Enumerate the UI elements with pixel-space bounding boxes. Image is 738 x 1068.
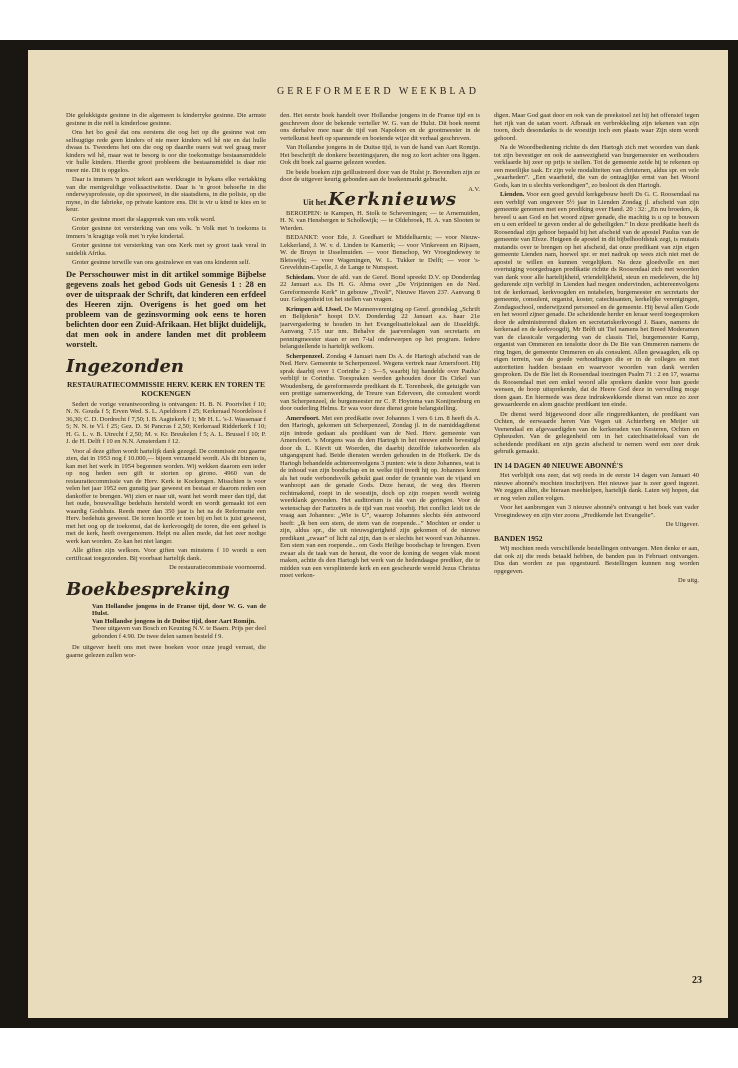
kerknieuws-script-title: Kerknieuws bbox=[328, 189, 458, 210]
intro-paragraph: Groter gesinne terwille van ons gesinslewe en van ons kinderen self. bbox=[72, 259, 251, 266]
ingezonden-subheading: RESTAURATIECOMMISSIE HERV. KERK EN TOREN TE KOCKENGEN bbox=[66, 379, 266, 398]
abonnes-paragraph: Het verblijdt ons zeer, dat wij reeds in de eerste 14 dagen van Januari 40 nieuwe abonné's mochten inschrijven. Het nieuwe jaar is zeer goed ingezet. We zeggen allen, die hieraan meehielpen, hartelijk dank. Laten wij hopen, dat er nog velen zullen volgen. bbox=[494, 472, 699, 502]
news-item-place: Krimpen a/d. IJssel. bbox=[286, 305, 343, 313]
intro-paragraph: Die gelukkigste gesinne in die algemeen is kinderryke gesinne. Die armste gesinne in die reël is kinderlose gesinne. bbox=[66, 112, 266, 127]
banden-signature: De uitg. bbox=[678, 577, 699, 584]
news-item bbox=[494, 411, 699, 456]
news-item bbox=[280, 415, 480, 580]
book-review-paragraph: den. Het eerste boek handelt over Hollandse jongens in de Franse tijd en is geschreven door de bekende verteller W. G. van de Hulst. Dit boek neemt ons derhalve mee naar de tijd van Napoleon en de grootmeester in de vertelkunst heeft op spannende en boeiende wijze dit verhaal geschreven. bbox=[280, 112, 480, 142]
column-3 bbox=[494, 112, 699, 992]
column-1 bbox=[66, 112, 266, 992]
news-item-text: Zondag 4 Januari nam Ds A. de Hartogh afscheid van de Ned. Herv. Gemeente te Scherpenzeel. Wegens vertrek naar Amersfoort. Hij sprak daarbij over 1 Corinthe 2 : 3—5, waarbij hij handelde over Paulus' verblijf te Corinthe. Toespraken werden gehouden door Ds Cirkel van Woudenberg, de gereformeerde predikant ds E. Torenbeek, die getuigde van een prettige samenwerking, de Treure van Ederveen, die consulent wordt van Scherpenzeel, de burgemeester mr C. P. Hoytema van Konijnenburg en door ouderling Helms. Er was voor deze dienst grote belangstelling. bbox=[280, 352, 480, 412]
book-title: Van Hollandse jongens in de Franse tijd, door W. G. van de Hulst. bbox=[92, 602, 266, 617]
news-item-text: Voor een goed gevuld kerkgebouw heeft Ds G. C. Roosendaal na een verblijf van ongeveer 5½ jaar in Lienden Zondag jl. afscheid van zijn gemeente genomen met een prediking over Hand. 20 : 32: „En nu broeders, ik beveel u aan God en het woord zijner genade, die machtig is u op te bouwen en u een erfdeel te geven onder al de geheiligden.” In deze predikatie heeft ds Roosendaal zijn gehoor bepaald bij het afscheid van de apostel Paulus van de gemeente van Efeze. Hetgeen de apostel in dit bijbelhoofdstuk zegt, is mutatis mutandis over te brengen op het afscheid, dat onze predikant van zijn eigen gemeente Lienden nam, hoewel spr. er met nadruk op wees zich niet met de apostel te willen en kunnen vergelijken. Na deze gloedvolle en met overtuiging voorgedragen predikatie richtte ds Roosendaal zich met woorden van dank voor alle hartelijkheid, vriendelijkheid, steun en medeleven, die hij gedurende zijn verblijf in Lienden had mogen ondervinden, achtereenvolgens tot de kerkeraad, kerkvoogden en notabelen, burgemeester en secretaris der gemeente, consulent, organist, koster, catechisanten, kerkelijke verenigingen, Zondagsschool, onderwijzend personeel en de gemeente. Hij beval allen Gode en het woord zijner genade. De scheidende herder en leraar werd toegesproken door de administrerend diaken en secretariskerkvoogd J. Baars, namens de kerkeraad en de kerkvoogdij, Mr Brêft uit Tiel namens het Breed Moderamen van de classicale vergadering van de classis Tiel, burgemeester Kamp, organist van Ommeren en tenslotte door ds De Bie van Ommeren namens de ring Ingen, de gemeente Ommeren en als consulent. Allen gewaagden, elk op eigen terrein, van de goede verhoudingen die er in de colleges en met autoriteiten hadden bestaan en waarvoor woorden van dank werden gesproken. Ds de Bie liet ds Roosendaal toezingen Psalm 71 : 2 en 17, waarna ds Roosendaal met een enkel woord alle sprekers dankte voor hun goede wensen, de hoop uitsprekende, dat de Heere God deze in vervulling moge doen gaan. En hiermede was deze indrukwekkende dienst van onze zo zeer gewaardeerde en alom geachte predikant ten einde. bbox=[494, 191, 699, 408]
news-item-place: Amersfoort. bbox=[286, 414, 320, 422]
banden-paragraph: Wij mochten reeds verschillende bestellingen ontvangen. Men denke er aan, dat ook zij die reeds betaald hebben, de banden pas in Februari ontvangen. Dus dan worden ze pas opgestuurd. Bestellingen kunnen nog worden opgegeven. bbox=[494, 545, 699, 575]
intro-paragraph: Ons het bo gesê dat ons eerstens die oog het op die gesinne wat om selfsugtige rede geen kinders of nie meer kinders wil hê nie en dat hulle dwaas is. Tweedens het ons die oog op daardie ouers wat wel graag meer kinders wil hê, maar wat te besorg is oor die toekomstige bestaansmiddele vir hulle kinders. Hierdie groot probleem die bestaansmiddel is daar nie meer nie. Dit is opgelos. bbox=[66, 129, 266, 174]
ingezonden-paragraph: Sedert de vorige verantwoording is ontvangen: H. B. N. Poortvliet f 10; N. N. Gouda f 5; Erven Wed. S. L. Apeldoorn f 25; Kerkeraad Noordeloos f 36,30; C. D. Dordrecht f 7,50; I. B. Aagtekerk f 1; Mr H. L. 's-J. Wassenaar f 5; N. N. te Vl. f 25; Gez. D. St Pancras f 2,50; Kerkeraad Ridderkerk f 10; H. G. L. v. B. Utrecht f 2,50; M. v. Kr. Breukelen f 5; A. L. Brussel f 10; P. J. de H. Delft f 10 en N.N. Amsterdam f 12. bbox=[66, 400, 266, 445]
newspaper-page bbox=[28, 50, 728, 1018]
abonnes-paragraph: Voor het aanbrengen van 3 nieuwe abonné's ontvangt u het boek van vader Vroegindewey en zijn vier zoons „Predikende het Evangelie”. bbox=[494, 504, 699, 519]
ingezonden-paragraph: Voor al deze giften wordt hartelijk dank gezegd. De commissie zou gaarne zien, dat in 1953 nog f 10.000,— bijeen verzameld wordt. Als dit binnen is, kan met het werk in 1954 begonnen worden. Wij wekken daarom een ieder op nog heden een gift te storten op girono. 4960 van de restauratiecommissie van de Herv. Kerk te Kockengen. Misschien is voor velen het jaar 1952 een gunstig jaar geweest en bestaat er daarom reden een dankoffer te brengen. Wij zien er naar uit, want het wordt meer dan tijd, dat het oude, bouwvallige bedehuis hersteld wordt en wordt gemaakt tot een waardig Godshuis. Reeds meer dan 350 jaar is het na de Reformatie een Herv. bedehuis geweest. De toren hoorde er toen bij en het is juist geweest, met het oog op de toekomst, dat de kerkvoogdij de toren, die een geheel is met de kerk, heeft overgenomen. Helpt nu allen mede, dat het zeer nodige werk kan worden. Zo kan het niet langer. bbox=[66, 447, 266, 545]
book-review-signature: A.V. bbox=[468, 185, 480, 193]
book-list bbox=[92, 603, 266, 641]
boek-paragraph: De uitgever heeft ons met twee boeken voor onze jeugd verrast, die gaarne gelezen zullen wor- bbox=[66, 644, 266, 659]
intro-paragraph: Daar is immers 'n groot tekort aan werkkragte in bykans elke vertakking van die menigvuldige volksactiwiteite. Daar is 'n groot behoefte in die onderwysprofessie, op die spoorweë, in die staatsdiens, in die polisie, op die myne, in die fabrieke, op private kantore ens. Dit is vir u kind te kies en te keur. bbox=[66, 176, 266, 213]
intro-paragraph: Groter gesinne moet die slagspreuk van ons volk word. bbox=[72, 215, 216, 223]
news-item bbox=[280, 274, 480, 304]
boekbespreking-heading: Boekbespreking bbox=[66, 578, 230, 600]
news-item-text: Voor de afd. van de Geref. Bond spreekt D.V. op Donderdag 22 Januari a.s. Ds H. G. Abma over „De Vrijzinnigen en de Ned. Gereformeerde Kerk” in gebouw „Tivoli”, Nieuwe Haven 237. Aanvang 8 uur. Gelegenheid tot het stellen van vragen. bbox=[280, 273, 480, 303]
beroepen-paragraph: BEROEPEN: te Kampen, H. Stolk te Scheveningen; — te Arnemuiden, H. N. van Hensbergen te Scholkwijk; — te Oldebroek, H. A. van Slooten te Wierden. bbox=[280, 209, 480, 232]
news-item-text: Met een predikatie over Johannes 1 vers 6 t.m. 8 heeft ds A. den Hartogh, gekomen uit Scherpenzeel, Zondag jl. in de namiddagdienst zijn intrede gedaan als predikant van de Ned. Herv. gemeente van Amersfoort. 's Morgens was ds den Hartogh in het nieuwe ambt bevestigd door ds L. Kievit uit Woerden, die daarbij dezelfde tekstwoorden als uitgangspunt had. Beide diensten werden gehouden in de Hofkerk. De ds Hartogh behandelde achtereenvolgens 3 punten: wie is deze Johannes, wat is de inhoud van zijn boodschap en in welke tijd treedt hij op. Johannes komt als het oude verbondsvolk gebukt gaat onder de tyrannie van de vijand en wanhoopt aan de genade Gods. Deze heraut, de weg des Heeren rechtmakend, roept in de woestijn, doch op zijn roepen wordt weinig weerklank gevonden. Het auditorium is dat van de geringen. Voor de wetenschap der Farizeërs is de tijd van rust voorbij. Het conflict leidt tot de vraag aan Johannes: „Wie is U”, waarop Johannes slechts één antwoord heeft: „Ik ben een stem, de stem van de roepende...” Mochten er onder u zijn, aldus spr., die uit nieuwsgierigheid zijn gekomen of de nieuwe predikant „zwaar” of licht zal zijn, dan is er slechts het woord van Johannes. Een stem van een roepende... om Gods Heilige boodschap te brengen. Even zwaar als de taak van de heraut, die voor de koning de wegen vlak moest maken, achtte ds den Hartogh het werk van de hedendaagse prediker, die te midden van een versplinterde kerk en een gescheurde wereld Jezus Christus moet verkon- bbox=[280, 414, 480, 579]
ingezonden-heading: Ingezonden bbox=[66, 355, 184, 377]
news-item bbox=[494, 191, 699, 409]
running-head: GEREFORMEERD WEEKBLAD bbox=[277, 86, 479, 97]
amersfoort-continuation: Na de Woordbediening richtte ds den Hartogh zich met woorden van dank tot zijn bevestiger en ook de aanwezigheid van burgemeester en wethouders verklaarde hij zeer op prijs te stellen. Tot de gemeente zeide hij te rekenen op een moeilijke taak. Er zijn vele modaliteiten van christenen, aldus spr. en vele „waarheden”. „Een waarheid, die van de ontzaglijke ernst van het Woord Gods, kan in u slechts verkondigen”, zo besloot ds den Hartogh. bbox=[494, 144, 699, 189]
bedankt-paragraph: BEDANKT: voor Ede, J. Goedhart te Middelharnis; — voor Nieuw-Lekkerland, J. W. v. d. Linden te Kamerik; — voor Vinkeveen en Rijssen, W. de Bruyn te IJsselmuiden. — voor Benschop, Wr Vroegindewey te Bleiswijk; — voor Wageningen, W. L. Tukker te Delft; — voor 's-Grevelduin-Capelle, J. de Lange te Nunspeet. bbox=[280, 234, 480, 271]
news-item-place: Lienden. bbox=[500, 191, 525, 198]
news-item bbox=[280, 306, 480, 351]
news-item-text: De Mannenvereniging op Geref. grondslag „Schrift en Belijdenis” hoopt D.V. Donderdag 22 Januari a.s. haar 21e jaarvergadering te houden in het Evangelisatielokaal aan de IJsseldijk. Aanvang 7.15 uur nm. Behalve de jaarverslagen van secretaris en penningmeester staan er een 7-tal onderwerpen op het program. Iedere belangstellende is hartelijk welkom. bbox=[280, 305, 480, 350]
page-number: 23 bbox=[692, 975, 702, 986]
abonnes-signature: De Uitgever. bbox=[665, 521, 699, 528]
banden-heading: BANDEN 1952 bbox=[494, 533, 543, 543]
ingezonden-paragraph: Alle giften zijn welkom. Voor giften van minstens f 10 wordt u een certificaat toegezonden. Bij voorbaat hartelijk dank. bbox=[66, 547, 266, 562]
book-title: Van Hollandse jongens in de Duitse tijd, door Aart Romijn. bbox=[92, 617, 256, 625]
ingezonden-signature: De restauratiecommissie voornoemd. bbox=[169, 564, 266, 571]
news-item-place: Schiedam. bbox=[286, 273, 315, 281]
abonnes-heading: IN 14 DAGEN 40 NIEUWE ABONNÉ'S bbox=[494, 460, 623, 470]
news-item-text: De dienst werd bijgewoond door alle ringpredikanten, de predikant van Ochten, de eerwaarde heren Van Vegen uit Achterberg en Meijer uit Veenendaal en afgevaardigden van de kerkeraden van Kesteren, Ochten en Opheusden. Van de gelegenheid om in het catechisatielokaal van de scheidende predikant en zijn gezin afscheid te nemen werd een zeer druk gebruik gemaakt. bbox=[494, 410, 699, 455]
news-item-place: Scherpenzeel. bbox=[286, 352, 325, 360]
book-review-paragraph: Van Hollandse jongens in de Duitse tijd, is van de hand van Aart Romijn. Het beschrijft de donkere bezettingsjaren, die nog zo kort achter ons liggen. Ook dit boek zal gaarne gelezen worden. bbox=[280, 144, 480, 166]
intro-paragraph: Groter gesinne tot versterking van ons volk. 'n Volk met 'n toekoms is immers 'n kragtige volk met 'n ryke kindertal. bbox=[66, 225, 266, 240]
book-review-paragraph: De beide boeken zijn geïllustreerd door van de Hulst jr. Bovendien zijn ze door de uitgever keurig gebonden aan de boekenmarkt gebracht. bbox=[280, 168, 480, 183]
book-note: Twee uitgaven van Bosch en Keuning N.V. te Baarn. Prijs per deel gebonden f 4.90. De twee delen samen besteld f 9. bbox=[92, 625, 266, 640]
amersfoort-continuation: digen. Maar God gaat door en ook van de preekstoel zet hij het offensief tegen het rijk van de satan voort. Afbraak en verbrokkeling zijn tekenen van zijn toorn, doch desondanks is de woestijn toch een plaats waar Zijn stem wordt gehoord. bbox=[494, 112, 699, 142]
column-2 bbox=[280, 112, 480, 992]
persschouwer-commentary: De Persschouwer mist in dit artikel sommige Bijbelse gegevens zoals het gebod Gods uit Genesis 1 : 28 en over de uitspraak der Schrift, dat kinderen een erfdeel des Heeren zijn. Overigens is het goed om het probleem van de gezinsvorming ook eens te horen belichten door een Zuid-Afrikaan. Het blijkt duidelijk, dat men ook in andere landen met dit probleem worstelt. bbox=[66, 268, 266, 349]
news-item bbox=[280, 353, 480, 413]
kerknieuws-label: Uit het bbox=[302, 198, 327, 207]
intro-paragraph: Groter gesinne tot versterking van ons Kerk met sy groot taak veral in suidelik Afrika. bbox=[66, 242, 266, 257]
